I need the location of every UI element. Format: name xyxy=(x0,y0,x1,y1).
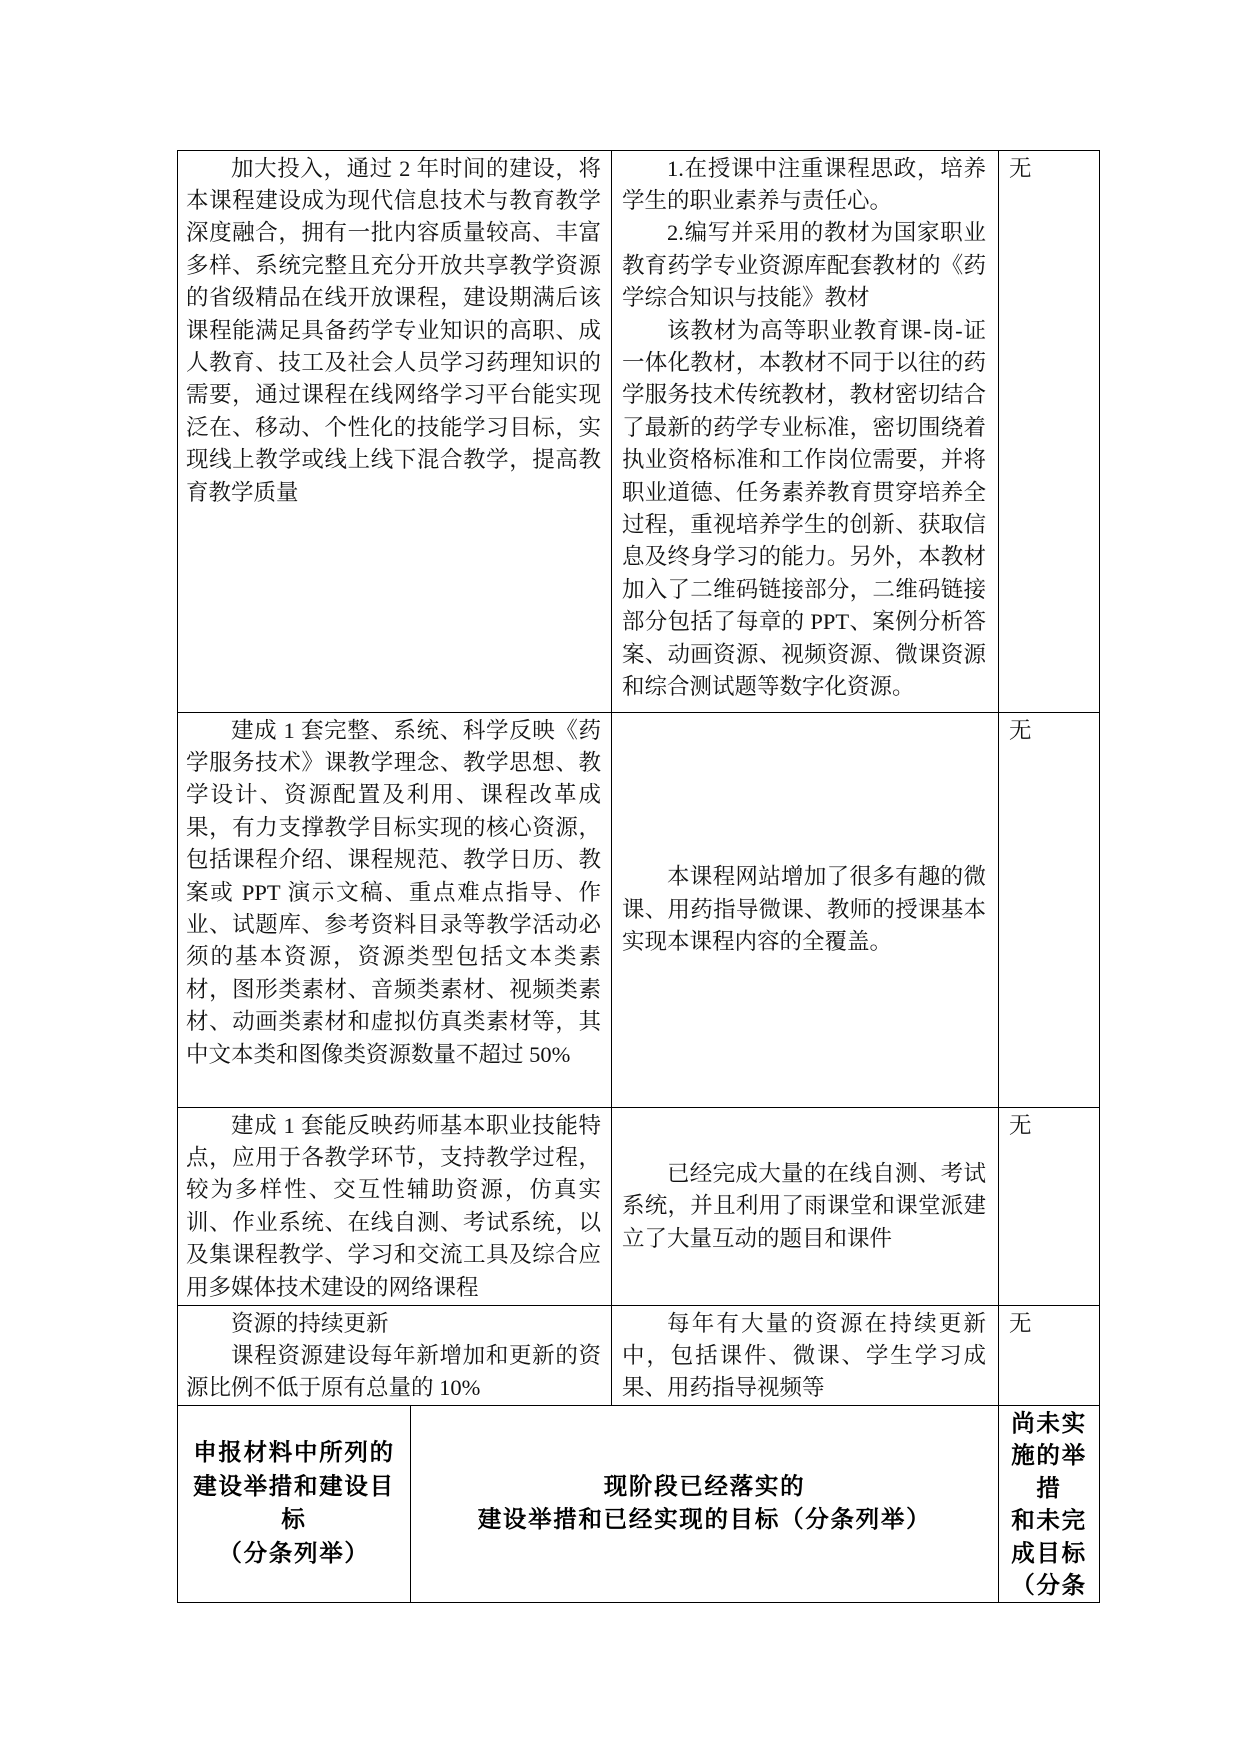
unfinished-text: 无 xyxy=(1009,717,1032,743)
unfinished-cell xyxy=(999,151,1100,713)
heading-achieved-label: 建设举措和已经实现的目标（分条列举） xyxy=(477,1507,932,1533)
achieved-paragraph: 1.在授课中注重课程思政，培养学生的职业素养与责任心。 xyxy=(622,155,986,213)
unfinished-cell xyxy=(999,1306,1100,1406)
measures-paragraph: 课程资源建设每年新增加和更新的资源比例不低于原有总量的 10% xyxy=(186,1342,601,1401)
table-row xyxy=(178,1306,1100,1406)
achieved-cell xyxy=(612,1306,999,1406)
unfinished-text: 无 xyxy=(1009,1310,1032,1336)
unfinished-text: 无 xyxy=(1009,1112,1032,1138)
heading-unfinished-label: 尚未实施的举措 xyxy=(1011,1411,1087,1502)
achieved-paragraph: 已经完成大量的在线自测、考试系统，并且利用了雨课堂和课堂派建立了大量互动的题目和课件 xyxy=(622,1160,986,1251)
heading-measures-label: 申报材料中所列的建设举措和建设目标 xyxy=(193,1440,395,1533)
measures-paragraph: 资源的持续更新 xyxy=(231,1310,389,1336)
heading-unfinished-cell xyxy=(999,1406,1100,1603)
achieved-paragraph: 2.编写并采用的教材为国家职业教育药学专业资源库配套教材的《药学综合知识与技能》教材 xyxy=(622,220,986,311)
progress-table xyxy=(177,150,1100,1603)
measures-paragraph: 加大投入，通过 2 年时间的建设，将本课程建设成为现代信息技术与教育教学深度融合，拥有一批内容质量较高、丰富多样、系统完整且充分开放共享教学资源的省级精品在线开放课程，建设期满后该课程能满足具备药学专业知识的高职、成人教育、技工及社会人员学习药理知识的需要，通过课程在线网络学习平台能实现泛在、移动、个性化的技能学习目标，实现线上教学或线上线下混合教学，提高教育教学质量 xyxy=(186,155,601,505)
heading-unfinished-label: 和未完成目标（分条 xyxy=(1011,1508,1087,1600)
heading-achieved-cell xyxy=(411,1406,999,1603)
unfinished-cell xyxy=(999,1108,1100,1306)
table-row xyxy=(178,713,1100,1108)
achieved-cell xyxy=(612,713,999,1108)
achieved-paragraph: 每年有大量的资源在持续更新中，包括课件、微课、学生学习成果、用药指导视频等 xyxy=(622,1310,986,1401)
table-row xyxy=(178,1108,1100,1306)
unfinished-text: 无 xyxy=(1009,155,1032,181)
heading-measures-note: （分条列举） xyxy=(218,1540,370,1567)
measures-cell xyxy=(178,1306,612,1406)
heading-achieved-label: 现阶段已经落实的 xyxy=(603,1473,806,1500)
heading-row xyxy=(178,1406,1100,1603)
achieved-paragraph: 本课程网站增加了很多有趣的微课、用药指导微课、教师的授课基本实现本课程内容的全覆盖。 xyxy=(622,864,986,955)
unfinished-cell xyxy=(999,713,1100,1108)
measures-cell xyxy=(178,151,612,713)
achieved-paragraph: 该教材为高等职业教育课-岗-证一体化教材，本教材不同于以往的药学服务技术传统教材，教材密切结合了最新的药学专业标准，密切围绕着执业资格标准和工作岗位需要，并将职业道德、任务素养教育贯穿培养全过程，重视培养学生的创新、获取信息及终身学习的能力。另外，本教材加入了二维码链接部分，二维码链接部分包括了每章的 PPT、案例分析答案、动画资源、视频资源、微课资源和综合测试题等数字化资源。 xyxy=(622,317,986,699)
measures-paragraph: 建成 1 套完整、系统、科学反映《药学服务技术》课教学理念、教学思想、教学设计、资源配置及利用、课程改革成果，有力支撑教学目标实现的核心资源，包括课程介绍、课程规范、教学日历、教案或 PPT 演示文稿、重点难点指导、作业、试题库、参考资料目录等教学活动必须的基本资源，资源类型包括文本类素材，图形类素材、音频类素材、视频类素材、动画类素材和虚拟仿真类素材等，其中文本类和图像类资源数量不超过 50% xyxy=(186,717,601,1067)
table-row xyxy=(178,151,1100,713)
achieved-cell xyxy=(612,151,999,713)
achieved-cell xyxy=(612,1108,999,1306)
measures-cell xyxy=(178,1108,612,1306)
measures-cell xyxy=(178,713,612,1108)
measures-paragraph: 建成 1 套能反映药师基本职业技能特点，应用于各教学环节，支持教学过程，较为多样性、交互性辅助资源，仿真实训、作业系统、在线自测、考试系统，以及集课程教学、学习和交流工具及综合应用多媒体技术建设的网络课程 xyxy=(186,1112,601,1300)
heading-measures-cell xyxy=(178,1406,411,1603)
